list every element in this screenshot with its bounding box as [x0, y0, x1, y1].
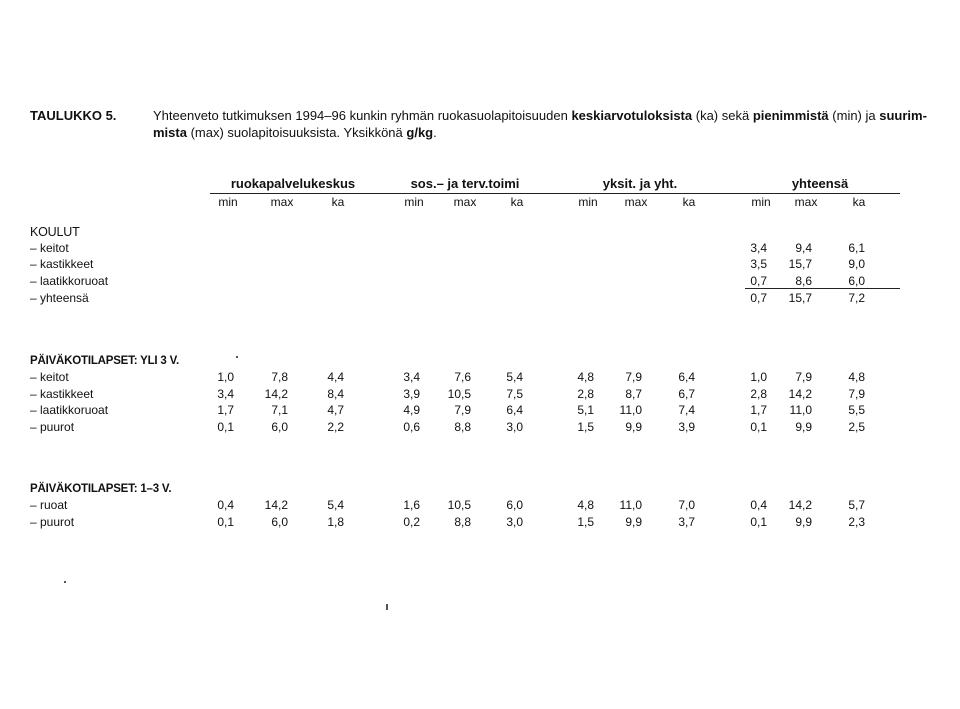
row-label: – kastikkeet	[30, 257, 94, 271]
table-cell: 1,7	[217, 403, 234, 417]
subheader-min: min	[578, 195, 598, 209]
table-cell: 15,7	[788, 257, 812, 271]
caption-text: .	[433, 125, 437, 140]
table-cell: 6,0	[271, 420, 288, 434]
table-cell: 7,4	[678, 403, 695, 417]
table-cell: 2,2	[327, 420, 344, 434]
table-cell: 8,8	[454, 515, 471, 529]
table-cell: 2,8	[577, 387, 594, 401]
table-cell: 1,5	[577, 515, 594, 529]
group-header-sos-terv: sos.– ja terv.toimi	[410, 176, 520, 191]
table-cell: 10,5	[447, 498, 471, 512]
table-cell: 9,4	[795, 241, 812, 255]
table-cell: 8,8	[454, 420, 471, 434]
table-cell: 0,6	[403, 420, 420, 434]
table-cell: 3,0	[506, 420, 523, 434]
caption-emphasis: mista	[153, 125, 187, 140]
caption-line-1	[153, 107, 927, 125]
row-label: – keitot	[30, 241, 69, 255]
table-cell: 3,9	[678, 420, 695, 434]
table-cell: 6,7	[678, 387, 695, 401]
table-cell: 0,7	[750, 274, 767, 288]
group-header-yksit-yht: yksit. ja yht.	[602, 176, 678, 191]
caption-text: (ka) sekä	[692, 108, 753, 123]
table-cell: 3,4	[750, 241, 767, 255]
subheader-ka: ka	[852, 195, 866, 209]
subheader-max: max	[453, 195, 477, 209]
row-label: – kastikkeet	[30, 387, 94, 401]
section-title-1-3v: PÄIVÄKOTILAPSET: 1–3 V.	[30, 483, 172, 495]
caption-text: (min) ja	[828, 108, 880, 123]
subheader-max: max	[794, 195, 818, 209]
section-title-koulut: KOULUT	[30, 225, 80, 239]
table-cell: 5,7	[848, 498, 865, 512]
caption-emphasis: pienimmistä	[752, 108, 829, 123]
table-cell: 7,6	[454, 370, 471, 384]
table-cell: 1,8	[327, 515, 344, 529]
table-cell: 11,0	[619, 403, 642, 417]
table-cell: 14,2	[788, 387, 812, 401]
table-cell: 9,9	[795, 515, 812, 529]
row-label: – puurot	[30, 420, 75, 434]
caption-emphasis: g/kg	[406, 125, 434, 140]
table-cell: 4,7	[327, 403, 344, 417]
subheader-min: min	[218, 195, 238, 209]
sum-rule	[745, 288, 900, 289]
table-cell: 0,2	[403, 515, 420, 529]
table-cell: 14,2	[788, 498, 812, 512]
table-cell: 11,0	[619, 498, 642, 512]
table-cell: 14,2	[264, 387, 288, 401]
table-cell: 1,0	[750, 370, 767, 384]
table-cell: 0,4	[750, 498, 767, 512]
caption-emphasis: keskiarvotuloksista	[571, 108, 693, 123]
table-cell: 3,5	[750, 257, 767, 271]
table-cell: 1,5	[577, 420, 594, 434]
table-cell: 8,6	[795, 274, 812, 288]
section-title-yli-3v: PÄIVÄKOTILAPSET: YLI 3 V.	[30, 355, 180, 367]
row-label: – puurot	[30, 515, 75, 529]
table-cell: 10,5	[447, 387, 471, 401]
group-header-ruokapalvelukeskus: ruokapalvelukeskus	[230, 176, 356, 191]
table-cell: 7,9	[795, 370, 812, 384]
table-cell: 0,1	[217, 420, 234, 434]
table-cell: 4,8	[577, 370, 594, 384]
subheader-ka: ka	[331, 195, 345, 209]
table-cell: 3,0	[506, 515, 523, 529]
table-cell: 9,0	[848, 257, 865, 271]
table-cell: 4,8	[848, 370, 865, 384]
table-cell: 4,8	[577, 498, 594, 512]
caption-text: Yhteenveto tutkimuksen 1994–96 kunkin ryhmän ruokasuolapitoisuuden	[153, 108, 572, 123]
table-cell: 6,0	[506, 498, 523, 512]
table-cell: 8,7	[625, 387, 642, 401]
table-cell: 7,5	[506, 387, 523, 401]
table-cell: 7,0	[678, 498, 695, 512]
table-cell: 9,9	[795, 420, 812, 434]
table-cell: 6,4	[678, 370, 695, 384]
table-cell: 0,1	[750, 420, 767, 434]
scan-speck	[236, 356, 238, 358]
table-cell: 1,7	[750, 403, 767, 417]
subheader-ka: ka	[682, 195, 696, 209]
header-rule	[210, 193, 900, 194]
table-cell: 3,9	[403, 387, 420, 401]
table-cell: 5,4	[506, 370, 523, 384]
table-cell: 7,9	[454, 403, 471, 417]
table-label: TAULUKKO 5.	[30, 108, 117, 123]
table-cell: 2,8	[750, 387, 767, 401]
subheader-ka: ka	[510, 195, 524, 209]
table-cell: 3,4	[403, 370, 420, 384]
table-cell: 8,4	[327, 387, 344, 401]
scan-speck	[64, 581, 66, 583]
table-cell: 0,1	[750, 515, 767, 529]
table-cell: 3,4	[217, 387, 234, 401]
table-cell: 6,0	[271, 515, 288, 529]
table-cell: 7,1	[271, 403, 288, 417]
table-cell: 2,5	[848, 420, 865, 434]
subheader-max: max	[624, 195, 648, 209]
subheader-min: min	[404, 195, 424, 209]
table-cell: 1,0	[217, 370, 234, 384]
table-cell: 5,4	[327, 498, 344, 512]
table-cell: 1,6	[403, 498, 420, 512]
table-cell: 6,4	[506, 403, 523, 417]
row-label: – laatikkoruoat	[30, 403, 109, 417]
table-cell: 7,9	[625, 370, 642, 384]
scan-speck	[386, 604, 388, 610]
table-cell: 6,1	[848, 241, 865, 255]
table-cell: 0,4	[217, 498, 234, 512]
row-label: – yhteensä	[30, 291, 89, 305]
table-cell: 15,7	[788, 291, 812, 305]
subheader-max: max	[270, 195, 294, 209]
table-cell: 5,5	[848, 403, 865, 417]
caption-line-2	[153, 124, 437, 142]
table-cell: 14,2	[264, 498, 288, 512]
table-cell: 3,7	[678, 515, 695, 529]
caption-emphasis: suurim-	[879, 108, 927, 123]
table-cell: 6,0	[848, 274, 865, 288]
caption-text: (max) suolapitoisuuksista. Yksikkönä	[186, 125, 407, 140]
table-cell: 2,3	[848, 515, 865, 529]
table-cell: 7,8	[271, 370, 288, 384]
table-cell: 11,0	[789, 403, 812, 417]
row-label: – ruoat	[30, 498, 68, 512]
row-label: – keitot	[30, 370, 69, 384]
table-cell: 7,9	[848, 387, 865, 401]
table-cell: 5,1	[577, 403, 594, 417]
table-cell: 4,4	[327, 370, 344, 384]
table-cell: 9,9	[625, 420, 642, 434]
table-cell: 7,2	[848, 291, 865, 305]
table-cell: 9,9	[625, 515, 642, 529]
group-header-yhteensa: yhteensä	[791, 176, 849, 191]
table-cell: 0,1	[217, 515, 234, 529]
table-cell: 4,9	[403, 403, 420, 417]
row-label: – laatikkoruoat	[30, 274, 109, 288]
subheader-min: min	[751, 195, 771, 209]
table-cell: 0,7	[750, 291, 767, 305]
